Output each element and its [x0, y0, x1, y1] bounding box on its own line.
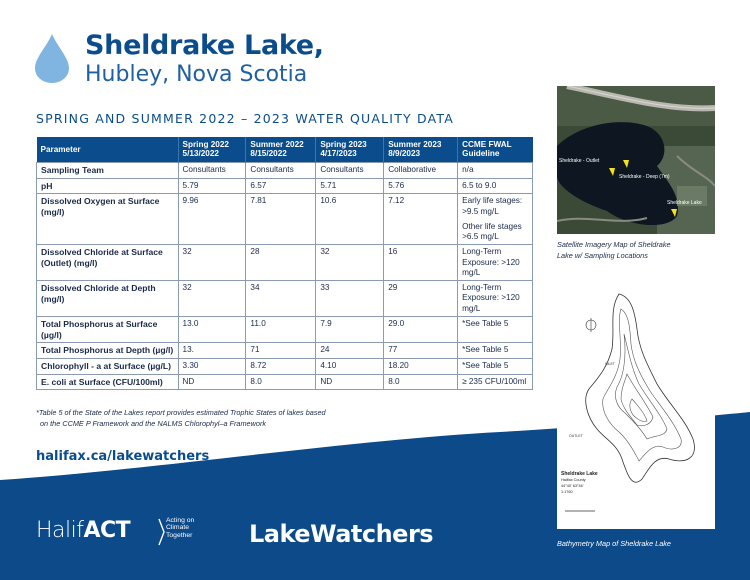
guideline-cell: *See Table 5: [458, 316, 533, 342]
bathymetry-caption: Bathymetry Map of Sheldrake Lake: [557, 539, 671, 548]
value-cell: 16: [384, 245, 458, 281]
value-cell: 28: [246, 245, 316, 281]
guideline-cell: ≥ 235 CFU/100ml: [458, 374, 533, 390]
sat-label-deep: Sheldrake - Deep (7m): [619, 174, 670, 180]
table-header-row: [37, 137, 533, 162]
value-cell: 7.9: [316, 316, 384, 342]
value-cell: 8.72: [246, 359, 316, 375]
header-spring-2023: Spring 2023 4/17/2023: [316, 137, 384, 162]
value-cell: Consultants: [316, 162, 384, 178]
value-cell: Collaborative: [384, 162, 458, 178]
value-cell: 71: [246, 343, 316, 359]
halifact-logo: HalifACT: [36, 518, 131, 543]
parameter-cell: Dissolved Oxygen at Surface (mg/l): [37, 194, 179, 245]
lakewatchers-link[interactable]: halifax.ca/lakewatchers: [36, 449, 210, 464]
value-cell: 29: [384, 281, 458, 317]
value-cell: 34: [246, 281, 316, 317]
table-row: [37, 162, 533, 178]
parameter-cell: Total Phosphorus at Depth (µg/l): [37, 343, 179, 359]
guideline-cell: Early life stages: >9.5 mg/L Other life stages >6.5 mg/L: [458, 194, 533, 245]
parameter-cell: Dissolved Chloride at Surface (Outlet) (mg/l): [37, 245, 179, 281]
bath-label-outlet: OUTLET: [569, 434, 583, 438]
value-cell: 13.0: [178, 316, 246, 342]
bath-label-inlet: INLET: [605, 362, 615, 366]
value-cell: 6.57: [246, 178, 316, 194]
table-row: [37, 245, 533, 281]
value-cell: 5.76: [384, 178, 458, 194]
table-row: [37, 359, 533, 375]
guideline-cell: *See Table 5: [458, 359, 533, 375]
table-row: [37, 374, 533, 390]
guideline-cell: n/a: [458, 162, 533, 178]
bathymetry-map-image: [557, 289, 715, 529]
bath-map-title: Sheldrake Lake: [561, 471, 598, 477]
halifact-bracket-icon: [158, 518, 166, 546]
halifact-tagline: Acting on Climate Together: [166, 517, 195, 539]
satellite-caption: Satellite Imagery Map of Sheldrake Lake w/ Sampling Locations: [557, 240, 671, 260]
guideline-cell: Long-Term Exposure: >120 mg/L: [458, 281, 533, 317]
lakewatchers-logo: LakeWatchers: [249, 520, 434, 548]
section-title: SPRING AND SUMMER 2022 – 2023 WATER QUALITY DATA: [36, 111, 455, 126]
value-cell: 9.96: [178, 194, 246, 245]
value-cell: 11.0: [246, 316, 316, 342]
value-cell: 8.0: [246, 374, 316, 390]
value-cell: 7.12: [384, 194, 458, 245]
value-cell: 5.71: [316, 178, 384, 194]
satellite-map-image: [557, 86, 715, 234]
water-drop-icon: [33, 32, 71, 84]
value-cell: Consultants: [246, 162, 316, 178]
guideline-cell: *See Table 5: [458, 343, 533, 359]
header-summer-2022: Summer 2022 8/15/2022: [246, 137, 316, 162]
sat-label-lake: Sheldrake Lake: [667, 200, 702, 206]
guideline-cell: 6.5 to 9.0: [458, 178, 533, 194]
bath-map-coords: 44°40' 63°46': [561, 484, 584, 488]
value-cell: 10.6: [316, 194, 384, 245]
bath-map-county: Halifax County: [561, 478, 586, 482]
value-cell: 3.30: [178, 359, 246, 375]
parameter-cell: Dissolved Chloride at Depth (mg/l): [37, 281, 179, 317]
value-cell: 5.79: [178, 178, 246, 194]
header-parameter: Parameter: [37, 137, 179, 162]
value-cell: 32: [316, 245, 384, 281]
parameter-cell: E. coli at Surface (CFU/100ml): [37, 374, 179, 390]
header-guideline: CCME FWAL Guideline: [458, 137, 533, 162]
table-row: [37, 316, 533, 342]
value-cell: 77: [384, 343, 458, 359]
value-cell: 4.10: [316, 359, 384, 375]
table-row: [37, 178, 533, 194]
bath-map-scale: 1:1760: [561, 490, 573, 494]
value-cell: 32: [178, 245, 246, 281]
value-cell: 8.0: [384, 374, 458, 390]
value-cell: 24: [316, 343, 384, 359]
water-quality-table: [36, 137, 533, 390]
value-cell: 29.0: [384, 316, 458, 342]
value-cell: 7.81: [246, 194, 316, 245]
parameter-cell: pH: [37, 178, 179, 194]
page-title: Sheldrake Lake,: [85, 30, 324, 61]
header-spring-2022: Spring 2022 5/13/2022: [178, 137, 246, 162]
value-cell: 18.20: [384, 359, 458, 375]
value-cell: ND: [178, 374, 246, 390]
parameter-cell: Total Phosphorus at Surface (µg/l): [37, 316, 179, 342]
value-cell: 13.: [178, 343, 246, 359]
sat-label-outlet: Sheldrake - Outlet: [559, 158, 600, 164]
parameter-cell: Sampling Team: [37, 162, 179, 178]
table-row: [37, 281, 533, 317]
header-summer-2023: Summer 2023 8/9/2023: [384, 137, 458, 162]
guideline-cell: Long-Term Exposure: >120 mg/L: [458, 245, 533, 281]
footnote-line-1: *Table 5 of the State of the Lakes report provides estimated Trophic States of lakes based: [36, 408, 326, 417]
parameter-cell: Chlorophyll - a at Surface (µg/L): [37, 359, 179, 375]
footnote-line-2: on the CCME P Framework and the NALMS Chlorophyl–a Framework: [40, 418, 267, 428]
table-row: [37, 194, 533, 245]
table-footnote: [36, 408, 526, 429]
table-row: [37, 343, 533, 359]
value-cell: 33: [316, 281, 384, 317]
value-cell: Consultants: [178, 162, 246, 178]
value-cell: 32: [178, 281, 246, 317]
value-cell: ND: [316, 374, 384, 390]
page-subtitle: Hubley, Nova Scotia: [85, 62, 308, 87]
